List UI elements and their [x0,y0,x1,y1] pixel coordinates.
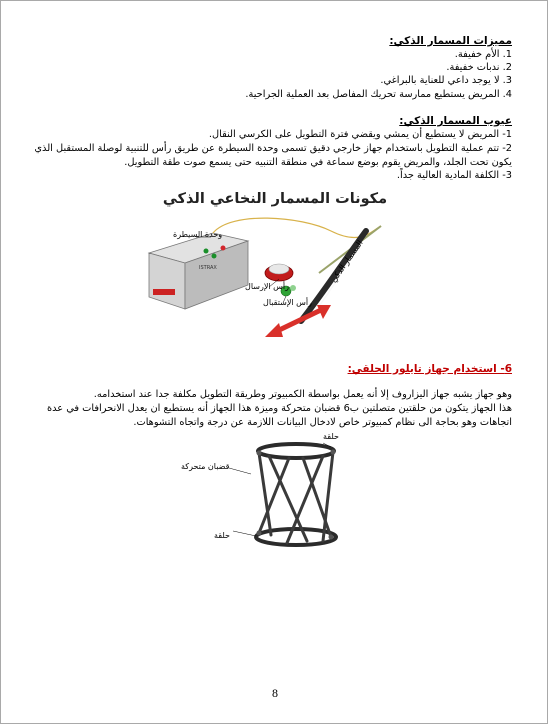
disadvantage-item: 2- تتم عملية التطويل باستخدام جهاز خارجي دقيق تسمى وحدة السيطرة عن طريق رأس للتنبية لوصلة المستقبل الذي يكون تحت الجلد، والمريض يقوم بوضع سماعة في منطقة التنبيه حتى يسمع صوت طقة التطويل. [34,143,512,168]
section-paragraph: وهو جهاز يشبه جهاز اليزاروف إلا أنه يعمل بواسطة الكمبيوتر وطريقة التطويل مكلفة جدا عند استخدامه. [93,389,512,400]
device-brand-text: ISTRAX [199,265,217,271]
advantage-item: 2. ندبات خفيفة. [446,62,512,73]
label-receiver-head: رأس الإستقبال [263,298,313,307]
advantage-item: 3. لا يوجد داعي للعناية بالبراغي. [380,75,512,86]
transmitter-head [265,264,293,281]
section-heading: 6- استخدام جهاز تايلور الحلقي: [347,363,512,375]
advantage-item: 4. المريض يستطيع ممارسة تحريك المفاصل بعد العملية الجراحية. [245,89,512,100]
disadvantages-heading: عيوب المسمار الذكي: [399,115,512,127]
smart-nail-components-figure [1,211,549,351]
label-top-ring: حلقة [323,432,339,441]
label-smart-nail: المسمار الذكي [329,238,365,285]
advantages-heading: مميزات المسمار الذكي: [389,35,512,47]
page-number: 8 [272,686,278,700]
label-transmitter-head: رأس الإرسال [245,282,289,291]
disadvantage-item: 3- الكلفة المادية العالية جداً. [396,170,512,181]
device-cable [213,218,381,237]
double-arrow-icon [265,305,331,337]
advantage-item: 1. الأم خفيفة. [454,49,512,60]
section-paragraph: هذا الجهاز يتكون من حلقتين متصلتين ب6 قضبان متحركة وميزة هذا الجهاز أنه يستطيع ان يعدل الانحرافات في عدة اتجاهات وهو بحاجة الى نظام كمبيوتر خاص لادخال البيانات اللازمة عن درجة واتجاه التشوهات. [46,403,512,428]
label-bottom-ring: حلقة [214,531,230,540]
control-unit-device [149,233,248,309]
label-control-unit: وحدة السيطرة [173,230,223,239]
disadvantage-item: 1- المريض لا يستطيع أن يمشي ويقضي فترة التطويل على الكرسي النقال. [208,129,512,140]
taylor-frame-figure [1,441,549,551]
figure-title: مكونات المسمار النخاعي الذكي [162,191,388,207]
label-movable-rods: قضبان متحركة [181,462,230,471]
